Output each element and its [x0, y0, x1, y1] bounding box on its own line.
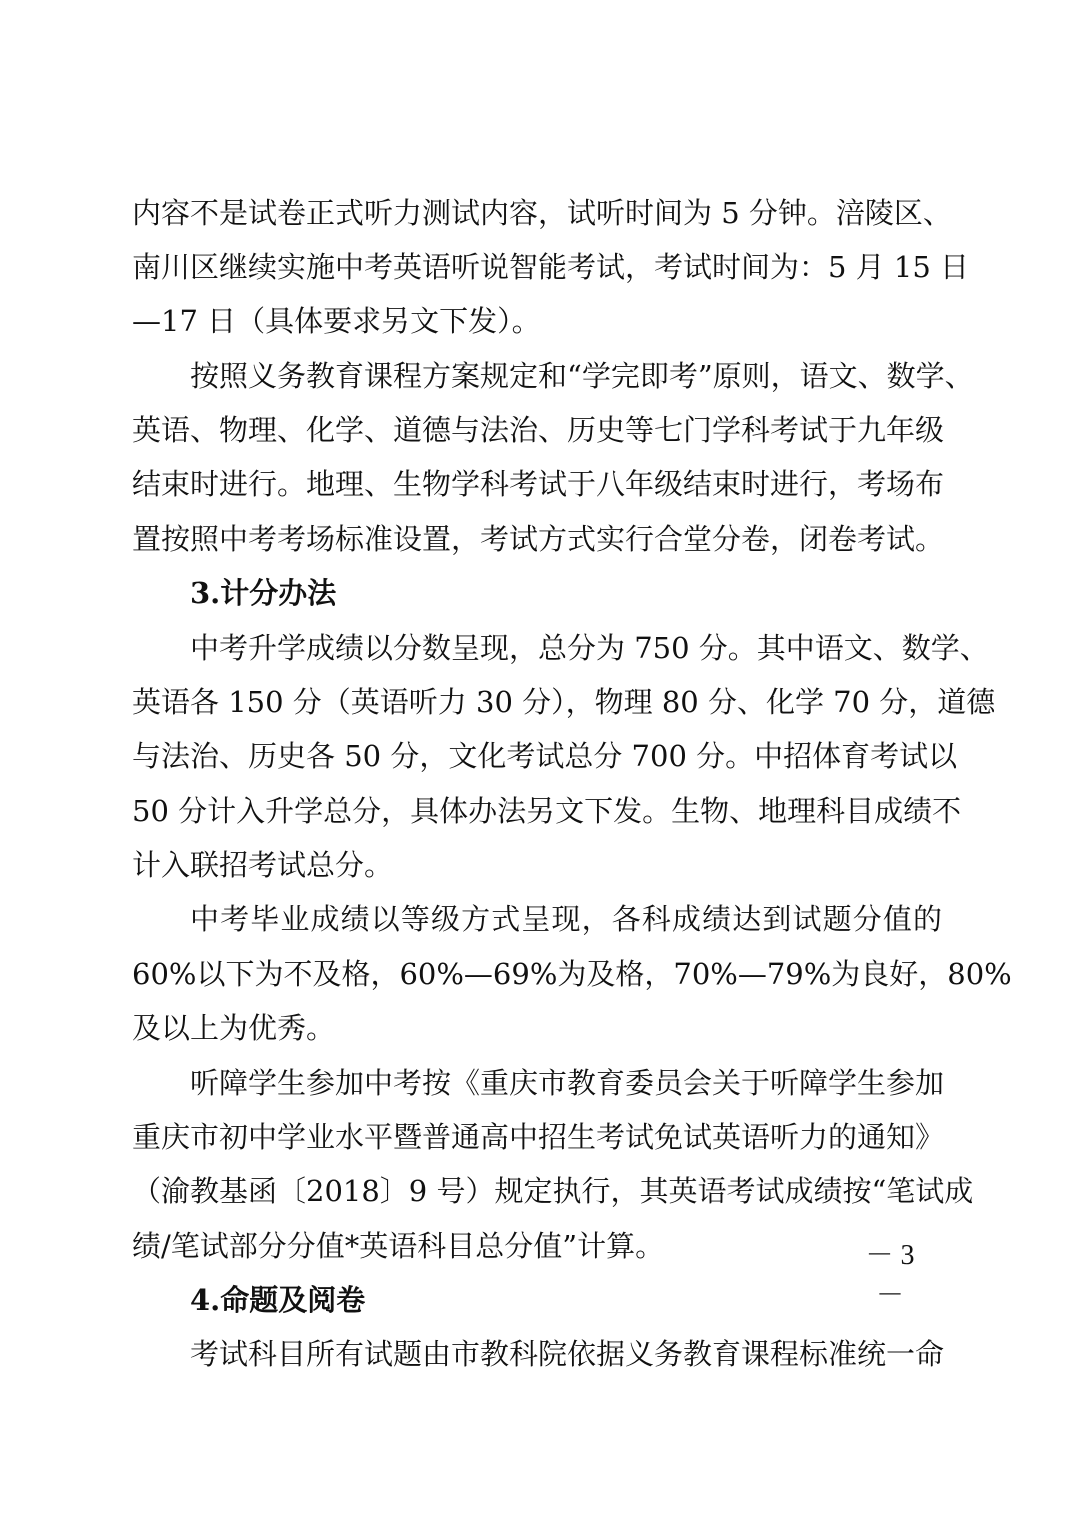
text-line: 50 分计入升学总分，具体办法另文下发。生物、地理科目成绩不 — [132, 794, 962, 828]
text-line: 英语各 150 分（英语听力 30 分），物理 80 分、化学 70 分，道德 — [132, 685, 996, 719]
page-number: － 3 － — [865, 1240, 915, 1311]
section-heading: 3.计分办法 — [190, 576, 337, 610]
text-line: 英语、物理、化学、道德与法治、历史等七门学科考试于九年级 — [132, 413, 945, 447]
text-line: 内容不是试卷正式听力测试内容，试听时间为 5 分钟。涪陵区、 — [132, 196, 952, 230]
text-line: 计入联招考试总分。 — [132, 848, 394, 882]
text-line: 绩/笔试部分分值*英语科目总分值”计算。 — [132, 1229, 665, 1263]
paragraph-first-line: 考试科目所有试题由市教科院依据义务教育课程标准统一命 — [190, 1337, 945, 1371]
text-line: 及以上为优秀。 — [132, 1011, 336, 1045]
paragraph-first-line: 听障学生参加中考按《重庆市教育委员会关于听障学生参加 — [190, 1066, 945, 1100]
paragraph-first-line: 按照义务教育课程方案规定和“学完即考”原则，语文、数学、 — [190, 359, 974, 393]
text-line: 置按照中考考场标准设置，考试方式实行合堂分卷，闭卷考试。 — [132, 522, 945, 556]
text-line: 重庆市初中学业水平暨普通高中招生考试免试英语听力的通知》 — [132, 1120, 945, 1154]
text-line: （渝教基函〔2018〕9 号）规定执行，其英语考试成绩按“笔试成 — [132, 1174, 974, 1208]
text-line: —17 日（具体要求另文下发）。 — [132, 304, 541, 338]
text-line: 与法治、历史各 50 分，文化考试总分 700 分。中招体育考试以 — [132, 739, 958, 773]
text-line: 南川区继续实施中考英语听说智能考试，考试时间为：5 月 15 日 — [132, 250, 970, 284]
text-line: 结束时进行。地理、生物学科考试于八年级结束时进行，考场布 — [132, 467, 945, 501]
text-line: 60%以下为不及格，60%—69%为及格，70%—79%为良好，80% — [132, 957, 1012, 991]
paragraph-first-line: 中考毕业成绩以等级方式呈现，各科成绩达到试题分值的 — [190, 902, 942, 936]
section-heading: 4.命题及阅卷 — [190, 1283, 366, 1317]
paragraph-first-line: 中考升学成绩以分数呈现，总分为 750 分。其中语文、数学、 — [190, 631, 989, 665]
